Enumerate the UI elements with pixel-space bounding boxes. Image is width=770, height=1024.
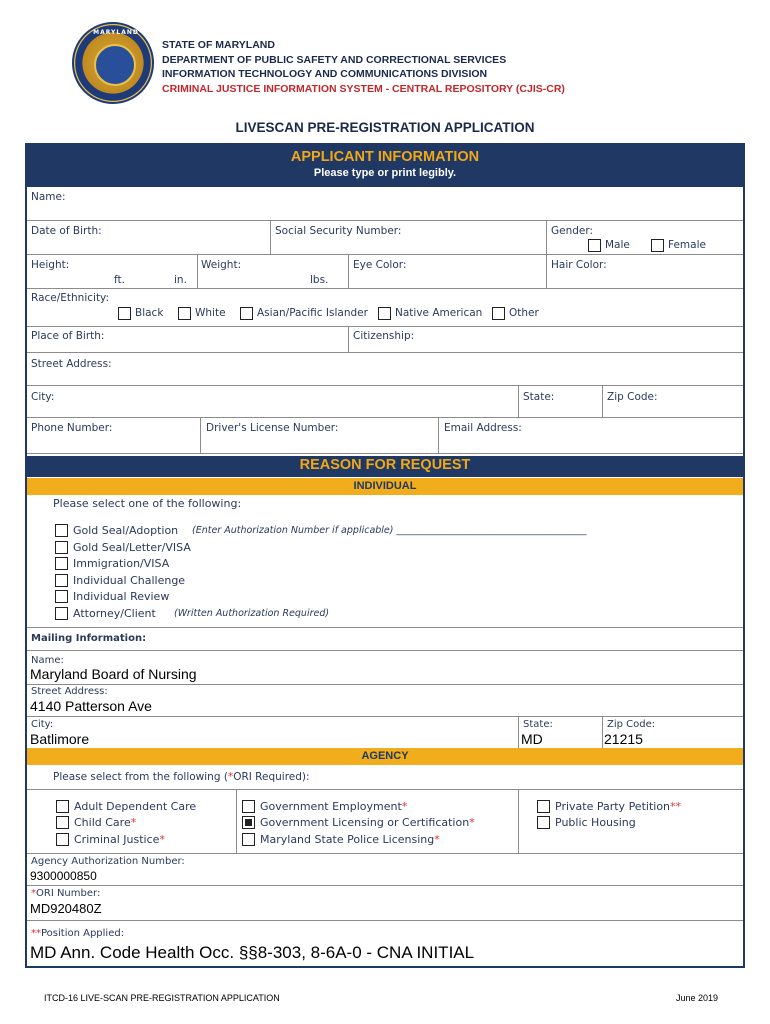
agency-option-label: Government Licensing or Certification* [260,816,475,829]
child-care-checkbox[interactable] [56,816,69,829]
inches-unit: in. [174,274,187,286]
agency-option-label: Adult Dependent Care [74,800,197,813]
name-label: Name: [31,191,66,203]
divider [27,885,743,886]
mailing-city-value: Batlimore [30,731,90,747]
divider [348,254,349,288]
zip-label: Zip Code: [607,391,658,403]
divider [270,220,271,254]
reason-header [27,456,743,477]
ori-value: MD920480Z [30,901,102,916]
divider [518,716,519,748]
public-housing-checkbox[interactable] [537,816,550,829]
feet-unit: ft. [114,274,125,286]
government-licensing-checkbox[interactable] [242,816,255,829]
criminal-justice-checkbox[interactable] [56,833,69,846]
agency-auth-value: 9300000850 [30,869,97,883]
agency-header [162,38,565,96]
drivers-license-label: Driver's License Number: [206,422,339,434]
mailing-zip-label: Zip Code: [607,719,656,730]
lbs-unit: lbs. [310,274,329,286]
divider [546,220,547,288]
footer-date: June 2019 [676,993,719,1003]
agency-auth-label: Agency Authorization Number: [31,856,185,867]
race-option-label: Other [509,307,539,319]
race-asian-checkbox[interactable] [240,307,253,320]
race-other-checkbox[interactable] [492,307,505,320]
divider [27,650,743,651]
race-label: Race/Ethnicity: [31,292,110,304]
divider [27,453,743,454]
divider [197,254,198,288]
option-label: Gold Seal/Letter/VISA [73,541,191,554]
divider [27,288,743,289]
option-label: Attorney/Client [73,607,156,620]
street-address-label: Street Address: [31,358,112,370]
divider [348,326,349,352]
divider [27,254,743,255]
agency-option-label: Public Housing [555,816,636,829]
divider [27,326,743,327]
race-option-label: White [195,307,226,319]
place-of-birth-label: Place of Birth: [31,330,105,342]
divider [27,920,743,921]
private-party-petition-checkbox[interactable] [537,800,550,813]
divider [518,385,519,417]
applicant-info-header [27,145,743,187]
attorney-client-checkbox[interactable] [55,607,68,620]
agency-header: AGENCY [27,748,743,765]
applicant-subtitle: Please type or print legibly. [313,167,457,179]
weight-label: Weight: [201,259,242,271]
race-black-checkbox[interactable] [118,307,131,320]
gold-seal-letter-checkbox[interactable] [55,541,68,554]
option-label: Individual Challenge [73,574,186,587]
immigration-visa-checkbox[interactable] [55,557,68,570]
agency-prompt [53,771,310,783]
agency-option-label: Criminal Justice* [74,833,165,846]
msp-licensing-checkbox[interactable] [242,833,255,846]
divider [27,789,743,790]
divider [27,352,743,353]
individual-challenge-checkbox[interactable] [55,574,68,587]
form-title: LIVESCAN PRE-REGISTRATION APPLICATION [235,120,535,135]
city-label: City: [31,391,55,403]
mailing-city-label: City: [31,719,54,730]
option-label: Individual Review [73,590,170,603]
mailing-state-value: MD [521,731,543,747]
divider [236,789,237,853]
race-option-label: Black [135,307,164,319]
divider [27,853,743,854]
state-label: State: [523,391,555,403]
government-employment-checkbox[interactable] [242,800,255,813]
header-line-3: INFORMATION TECHNOLOGY AND COMMUNICATIONS DIVISION [162,68,488,80]
agency-prompt-b: ORI Required): [233,771,310,783]
citizenship-label: Citizenship: [353,330,415,342]
race-native-checkbox[interactable] [378,307,391,320]
mailing-name-value: Maryland Board of Nursing [30,666,197,682]
phone-label: Phone Number: [31,422,113,434]
reason-section-title: REASON FOR REQUEST [299,457,471,473]
divider [438,417,439,453]
mailing-zip-value: 21215 [604,731,643,747]
individual-prompt: Please select one of the following: [53,497,242,510]
agency-prompt-star: * [227,771,234,783]
seal-text: MARYLAND [93,29,139,36]
email-label: Email Address: [444,422,522,434]
dob-label: Date of Birth: [31,225,102,237]
hair-color-label: Hair Color: [551,259,607,271]
option-label: Immigration/VISA [73,557,170,570]
race-option-label: Asian/Pacific Islander [257,307,368,319]
seal-shield-icon [94,44,136,86]
divider [200,417,201,453]
race-white-checkbox[interactable] [178,307,191,320]
position-value: MD Ann. Code Health Occ. §§8-303, 8-6A-0 - CNA INITIAL [30,943,475,962]
header-line-1: STATE OF MARYLAND [162,39,275,51]
race-option-label: Native American [395,307,483,319]
divider [27,220,743,221]
ssn-label: Social Security Number: [275,225,402,237]
option-label: Gold Seal/Adoption [73,524,179,537]
divider [602,385,603,417]
header-line-2: DEPARTMENT OF PUBLIC SAFETY AND CORRECTIONAL SERVICES [162,53,507,66]
position-label: **Position Applied: [31,928,125,939]
height-label: Height: [31,259,70,271]
male-label: Male [605,239,630,251]
individual-review-checkbox[interactable] [55,590,68,603]
divider [27,417,743,418]
female-label: Female [668,239,706,251]
female-checkbox[interactable] [651,239,664,252]
divider [27,684,743,685]
divider [27,385,743,386]
eye-color-label: Eye Color: [353,259,407,271]
mailing-street-label: Street Address: [31,686,108,697]
attorney-note: (Written Authorization Required) [174,608,330,619]
mailing-state-label: State: [523,719,553,730]
maryland-seal-logo [72,22,154,104]
mailing-name-label: Name: [31,655,64,666]
mailing-street-value: 4140 Patterson Ave [30,698,152,714]
mailing-title: Mailing Information: [31,633,147,644]
ori-label: *ORI Number: [31,888,101,899]
divider [27,716,743,717]
agency-option-label: Government Employment* [260,800,408,813]
applicant-section-title: APPLICANT INFORMATION [290,149,480,165]
divider [27,627,743,628]
gold-seal-note: (Enter Authorization Number if applicable) ________________________________________ [192,525,587,536]
agency-option-label: Child Care* [74,816,137,829]
agency-option-label: Maryland State Police Licensing* [260,833,440,846]
header-line-4: CRIMINAL JUSTICE INFORMATION SYSTEM - CENTRAL REPOSITORY (CJIS-CR) [162,82,565,95]
adult-dependent-care-checkbox[interactable] [56,800,69,813]
male-checkbox[interactable] [588,239,601,252]
gender-label: Gender: [551,225,594,237]
gold-seal-adoption-checkbox[interactable] [55,524,68,537]
individual-header: INDIVIDUAL [27,478,743,495]
agency-prompt-a: Please select from the following ( [53,771,228,783]
agency-option-label: Private Party Petition** [555,800,682,813]
footer-form-id: ITCD-16 LIVE-SCAN PRE-REGISTRATION APPLICATION [44,993,280,1003]
divider [518,789,519,853]
divider [602,716,603,748]
